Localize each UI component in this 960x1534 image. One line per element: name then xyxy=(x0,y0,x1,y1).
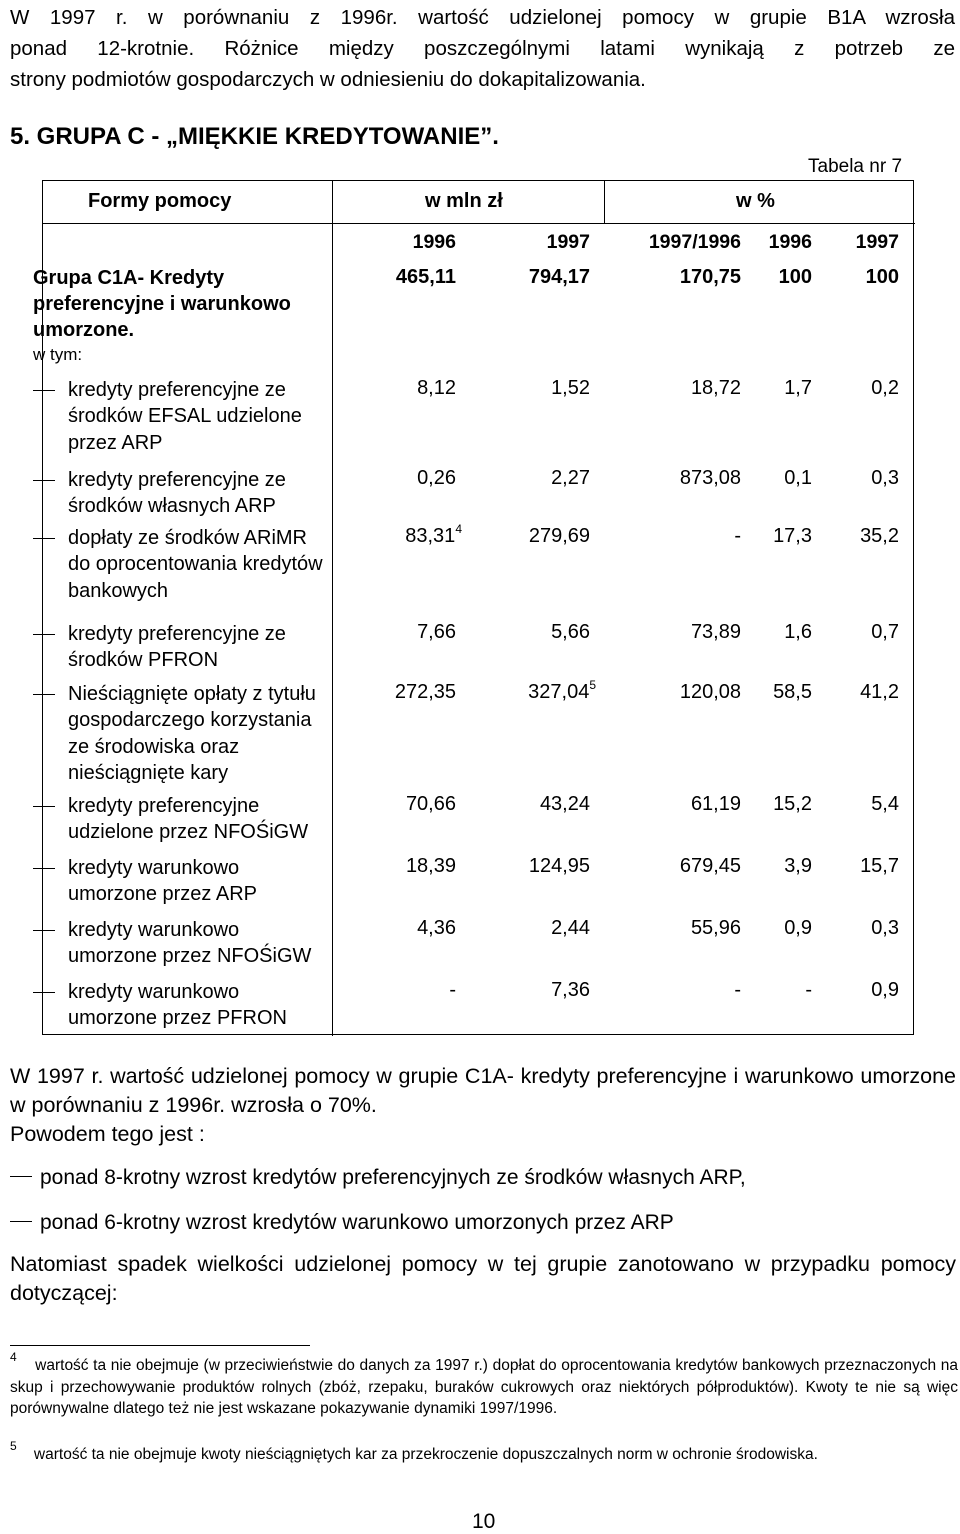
group-label xyxy=(33,265,328,343)
row-value-text: 0,2 xyxy=(871,377,899,399)
row-value-text: - xyxy=(734,979,741,1001)
group-value: 100 xyxy=(865,266,899,288)
row-value xyxy=(784,917,812,940)
row-value-text: 41,2 xyxy=(860,681,899,703)
row-value-text: 15,2 xyxy=(773,793,812,815)
reason-bullet xyxy=(10,1211,674,1235)
row-value-text: 124,95 xyxy=(528,855,590,877)
footnote-ref: 5 xyxy=(589,678,596,692)
section-heading: 5. GRUPA C - „MIĘKKIE KREDYTOWANIE”. xyxy=(10,123,499,150)
row-value-text: 5,4 xyxy=(871,793,899,815)
row-value xyxy=(860,855,899,878)
row-value-text: 120,08 xyxy=(679,681,741,703)
header-forms: Formy pomocy xyxy=(88,190,232,212)
row-value xyxy=(417,377,456,400)
row-value xyxy=(395,681,456,704)
footnote-separator xyxy=(10,1345,310,1346)
group-value: 170,75 xyxy=(679,266,741,288)
row-label xyxy=(34,681,334,786)
row-value xyxy=(680,467,741,490)
row-value xyxy=(871,917,899,940)
row-value-text: 15,7 xyxy=(860,855,899,877)
row-value-text: 43,24 xyxy=(539,793,590,815)
row-value-text: 18,39 xyxy=(405,855,456,877)
row-label xyxy=(34,855,334,908)
row-value xyxy=(529,855,590,878)
w-tym-label: w tym: xyxy=(33,345,83,364)
row-value-text: - xyxy=(805,979,812,1001)
row-value xyxy=(784,621,812,644)
row-value xyxy=(680,855,741,878)
row-label-line: bankowych xyxy=(68,579,169,602)
footnote-mark: 4 xyxy=(10,1350,17,1364)
table-divider xyxy=(604,181,605,223)
row-value-text: 5,66 xyxy=(551,621,590,643)
row-value xyxy=(784,855,812,878)
row-value-text: 35,2 xyxy=(860,525,899,547)
row-value-text: 679,45 xyxy=(679,855,741,877)
row-value xyxy=(734,979,741,1002)
row-value xyxy=(871,467,899,490)
row-value-text: 327,04 xyxy=(528,681,590,703)
row-value-text: 7,66 xyxy=(417,621,456,643)
row-value-text: 17,3 xyxy=(773,525,812,547)
summary-paragraph: W 1997 r. wartość udzielonej pomocy w grupie C1A- kredyty preferencyjne i warunkowo umorzone w porównaniu z 1996r. wzrosła o 70%. xyxy=(10,1064,956,1117)
row-value xyxy=(551,621,590,644)
row-value xyxy=(551,467,590,490)
row-label xyxy=(34,621,334,674)
row-label-line: środków EFSAL udzielone xyxy=(68,405,302,428)
row-label xyxy=(34,467,334,520)
table-divider xyxy=(43,223,915,224)
row-value xyxy=(551,377,590,400)
row-value-text: 58,5 xyxy=(773,681,812,703)
intro-line: strony podmiotów gospodarczych w odniesieniu do dokapitalizowania. xyxy=(10,68,646,91)
row-value xyxy=(529,525,590,548)
footnote-text: wartość ta nie obejmuje kwoty nieściągniętych kar za przekroczenie dopuszczalnych norm w ochronie środowiska. xyxy=(33,1446,818,1463)
row-value-text: 0,3 xyxy=(871,467,899,489)
row-value xyxy=(551,979,590,1002)
intro-line: ponad 12-krotnie. Różnice między poszczególnymi latami wynikają z potrzeb ze xyxy=(10,37,955,60)
decrease-paragraph: Natomiast spadek wielkości udzielonej pomocy w tej grupie zanotowano w przypadku pomocy dotyczącej: xyxy=(10,1252,956,1305)
aid-forms-table xyxy=(33,180,914,1035)
year-header: 1996 xyxy=(768,231,812,253)
table-number: Tabela nr 7 xyxy=(808,156,903,177)
row-value xyxy=(784,377,812,400)
year-header: 1997 xyxy=(546,231,590,253)
row-label-line: do oprocentowania kredytów xyxy=(68,553,323,576)
footnote-text: wartość ta nie obejmuje (w przeciwieństwie do danych za 1997 r.) dopłat do oprocentowania kredytów bankowych przeznaczonych na skup i przechowywanie produktów rolnych (zbóż, rzepaku, buraków cukrowych oraz niektórych półproduktów). Kwoty te nie są więc porównywalne dlatego też nie jest wskazane pokazywanie dynamiki 1997/1996. xyxy=(10,1357,958,1417)
row-value-text: 1,6 xyxy=(784,621,812,643)
row-value xyxy=(551,917,590,940)
row-value xyxy=(528,678,596,704)
reason-bullet xyxy=(10,1166,746,1190)
row-value-text: 55,96 xyxy=(690,917,741,939)
row-value xyxy=(805,979,812,1002)
row-value xyxy=(691,793,741,816)
row-value-text: 8,12 xyxy=(417,377,456,399)
row-value-text: 70,66 xyxy=(405,793,456,815)
row-value-text: 279,69 xyxy=(528,525,590,547)
row-value-text: 0,26 xyxy=(417,467,456,489)
group-value: 794,17 xyxy=(528,266,590,288)
row-label xyxy=(34,377,334,456)
row-value-text: 7,36 xyxy=(551,979,590,1001)
row-label-line: kredyty warunkowo xyxy=(68,857,240,879)
row-label-line: Nieściągnięte opłaty z tytułu xyxy=(68,683,316,705)
year-header: 1996 xyxy=(412,231,456,253)
row-value xyxy=(406,793,456,816)
row-value xyxy=(871,979,899,1002)
year-header: 1997/1996 xyxy=(648,231,741,253)
footnote-4 xyxy=(10,1350,958,1420)
row-value xyxy=(680,681,741,704)
row-label-line: kredyty preferencyjne xyxy=(68,795,260,817)
row-value xyxy=(773,793,812,816)
row-value xyxy=(691,621,741,644)
row-value-text: 2,27 xyxy=(551,467,590,489)
footnote-mark: 5 xyxy=(10,1439,17,1453)
group-value: 100 xyxy=(778,266,812,288)
intro-line: W 1997 r. w porównaniu z 1996r. wartość udzielonej pomocy w grupie B1A wzrosła xyxy=(10,6,955,29)
row-label xyxy=(34,525,334,604)
row-label xyxy=(34,979,334,1032)
row-label xyxy=(34,917,334,970)
row-value xyxy=(784,467,812,490)
row-value-text: 0,7 xyxy=(871,621,899,643)
row-value xyxy=(773,681,812,704)
row-value xyxy=(406,855,456,878)
intro-paragraph xyxy=(10,2,955,95)
row-value-text: 18,72 xyxy=(690,377,741,399)
row-value-text: 0,9 xyxy=(784,917,812,939)
reason-intro: Powodem tego jest : xyxy=(10,1122,205,1146)
row-label-line: ze środowiska oraz xyxy=(68,735,240,758)
footnote-ref: 4 xyxy=(455,522,462,536)
group-value: 465,11 xyxy=(395,266,456,288)
row-label-line: kredyty preferencyjne ze xyxy=(68,469,286,491)
row-value xyxy=(871,793,899,816)
row-value-text: 1,7 xyxy=(784,377,812,399)
row-label-line: udzielone przez NFOŚiGW xyxy=(68,821,309,844)
row-label-line: umorzone przez NFOŚiGW xyxy=(68,945,312,968)
row-value-text: 83,31 xyxy=(405,525,456,547)
row-value xyxy=(417,621,456,644)
row-value xyxy=(773,525,812,548)
reason-bullet-text: ponad 8-krotny wzrost kredytów preferencyjnych ze środków własnych ARP, xyxy=(40,1166,746,1189)
row-value-text: - xyxy=(449,979,456,1001)
table-divider xyxy=(332,181,333,1036)
row-label-line: kredyty warunkowo xyxy=(68,919,240,941)
row-value xyxy=(405,522,462,548)
row-value xyxy=(871,621,899,644)
row-value xyxy=(417,917,456,940)
row-label-line: kredyty preferencyjne ze xyxy=(68,623,286,645)
row-label-line: dopłaty ze środków ARiMR xyxy=(68,527,307,549)
row-value xyxy=(691,917,741,940)
row-value xyxy=(691,377,741,400)
year-header: 1997 xyxy=(855,231,899,253)
row-value-text: 873,08 xyxy=(679,467,741,489)
row-value-text: 2,44 xyxy=(551,917,590,939)
row-label-line: gospodarczego korzystania xyxy=(68,709,312,732)
row-value xyxy=(734,525,741,548)
row-value-text: 73,89 xyxy=(690,621,741,643)
row-value xyxy=(871,377,899,400)
row-label-line: nieściągnięte kary xyxy=(68,761,229,784)
footnote-5 xyxy=(10,1439,958,1466)
row-label-line: kredyty preferencyjne ze xyxy=(68,379,286,401)
row-value xyxy=(449,979,456,1002)
row-label xyxy=(34,793,334,846)
page-number: 10 xyxy=(472,1510,496,1533)
row-label-line: środków PFRON xyxy=(68,649,219,672)
row-label-line: umorzone przez PFRON xyxy=(68,1007,287,1030)
row-value-text: 3,9 xyxy=(784,855,812,877)
reason-bullet-text: ponad 6-krotny wzrost kredytów warunkowo umorzonych przez ARP xyxy=(40,1211,674,1234)
row-value-text: 1,52 xyxy=(551,377,590,399)
header-pct: w % xyxy=(736,190,775,212)
row-value-text: 0,3 xyxy=(871,917,899,939)
group-label-line: Grupa C1A- Kredyty xyxy=(33,267,225,289)
group-label-line: umorzone. xyxy=(33,319,135,341)
row-value xyxy=(860,681,899,704)
row-value-text: - xyxy=(734,525,741,547)
header-mln: w mln zł xyxy=(425,190,503,212)
row-label-line: przez ARP xyxy=(68,431,163,454)
row-value-text: 0,9 xyxy=(871,979,899,1001)
row-value-text: 272,35 xyxy=(394,681,456,703)
row-value-text: 0,1 xyxy=(784,467,812,489)
row-value xyxy=(860,525,899,548)
row-label-line: kredyty warunkowo xyxy=(68,981,240,1003)
row-value xyxy=(540,793,590,816)
row-value-text: 4,36 xyxy=(417,917,456,939)
row-value-text: 61,19 xyxy=(690,793,741,815)
group-label-line: preferencyjne i warunkowo xyxy=(33,293,291,315)
row-label-line: umorzone przez ARP xyxy=(68,883,257,906)
row-value xyxy=(417,467,456,490)
row-label-line: środków własnych ARP xyxy=(68,495,276,518)
